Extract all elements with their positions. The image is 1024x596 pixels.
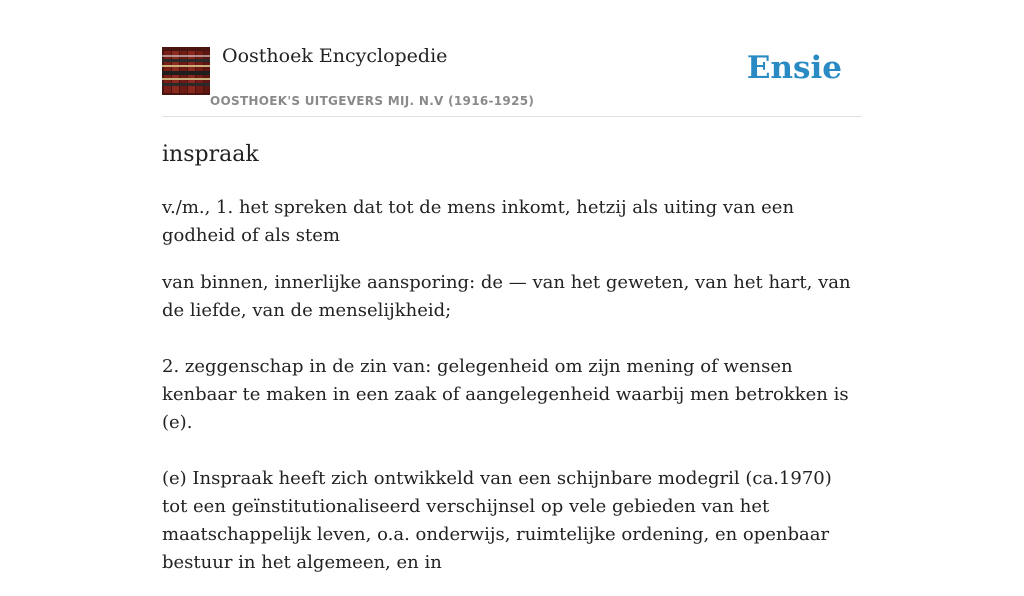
site-logo-link[interactable]: Ensie: [746, 50, 842, 86]
header: [162, 0, 862, 117]
entry-content: [162, 138, 862, 596]
entry-title: inspraak: [162, 142, 259, 167]
book-spines-icon: [162, 47, 210, 95]
publisher-title[interactable]: Oosthoek Encyclopedie: [222, 45, 448, 67]
publisher-avatar-book-spines-icon[interactable]: [162, 47, 210, 95]
entry-paragraph: (e) Inspraak heeft zich ontwikkeld van een schijnbare modegril (ca.1970) tot een geïnstitutionaliseerd verschijnsel op vele gebieden van het maatschappelijk leven, o.a. onderwijs, ruimtelijke ordening, en openbaar bestuur in het algemeen, en in: [162, 468, 832, 573]
entry-paragraph: v./m., 1. het spreken dat tot de mens inkomt, hetzij als uiting van een godheid of als stem: [162, 197, 795, 246]
entry-paragraph: 2. zeggenschap in de zin van: gelegenheid om zijn mening of wensen kenbaar te maken in een zaak of aangelegenheid waarbij men betrokken is (e).: [162, 356, 849, 433]
entry-paragraph: van binnen, innerlijke aansporing: de — van het geweten, van het hart, van de liefde, van de menselijkheid;: [162, 272, 851, 321]
publisher-subtitle: OOSTHOEK'S UITGEVERS MIJ. N.V (1916-1925): [210, 94, 535, 108]
